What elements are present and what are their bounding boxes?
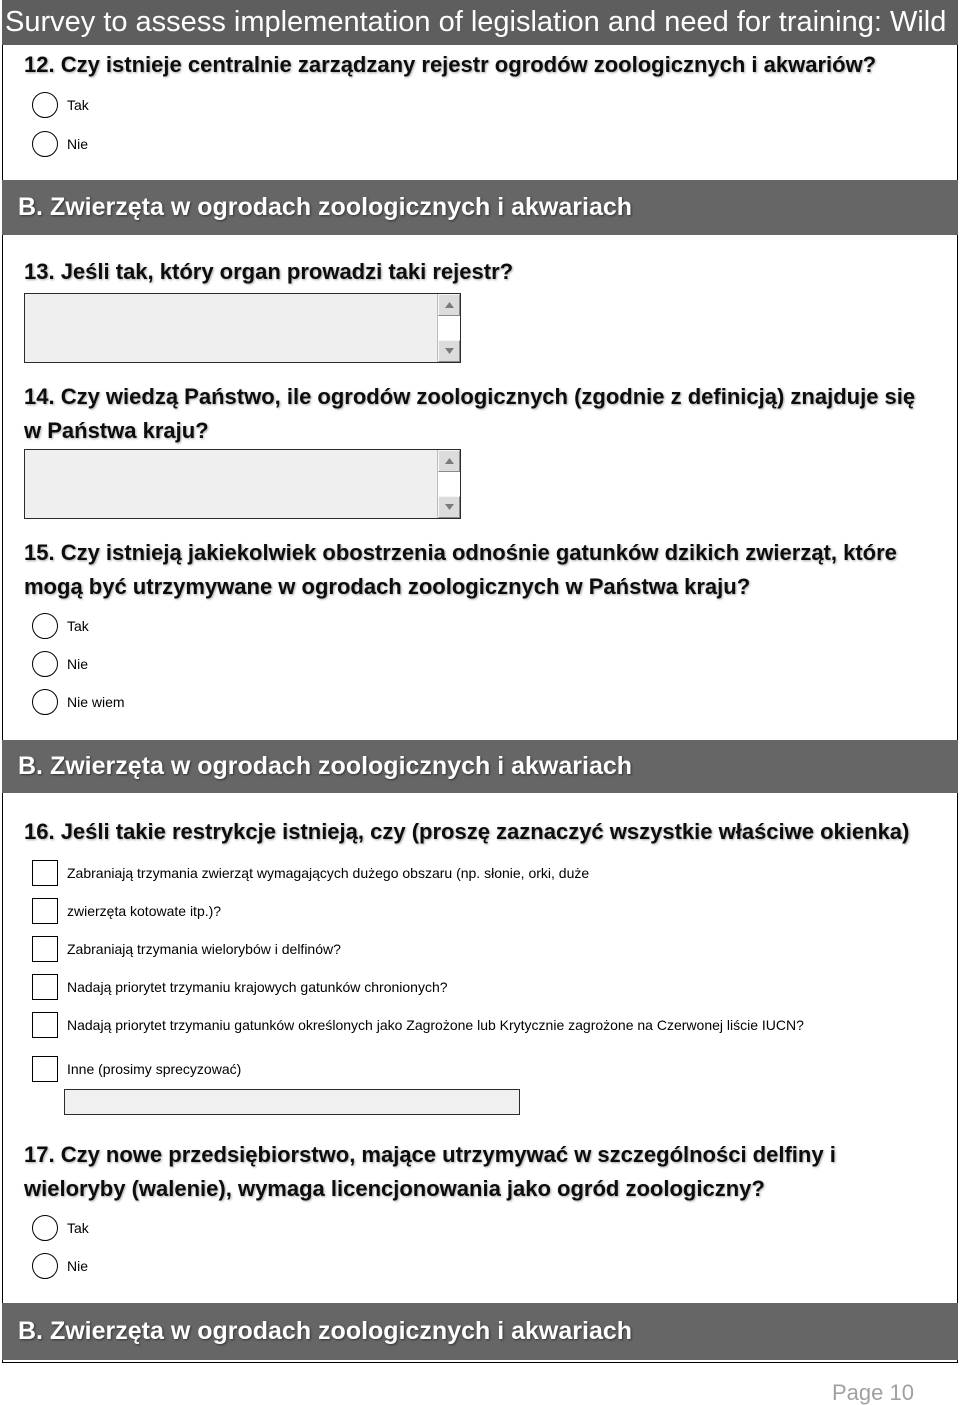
- q12-radio-tak[interactable]: [32, 92, 58, 118]
- option-label: Nie: [67, 136, 89, 152]
- option-label: Nadają priorytet trzymaniu krajowych gatunków chronionych?: [67, 979, 448, 995]
- section-header: [2, 180, 958, 235]
- question-line: 14. Czy wiedzą Państwo, ile ogrodów zoologicznych (zgodnie z definicją) znajduje się: [24, 384, 916, 409]
- question-line: 17. Czy nowe przedsiębiorstwo, mające utrzymywać w szczególności delfiny i: [24, 1142, 836, 1167]
- q16-checkbox-1[interactable]: [32, 860, 58, 886]
- option-label: Nie wiem: [67, 694, 125, 710]
- scroll-up-button[interactable]: [438, 450, 460, 472]
- q12-radio-nie[interactable]: [32, 131, 58, 157]
- q16-option-5[interactable]: [32, 1012, 804, 1038]
- question-16: 16. Jeśli takie restrykcje istnieją, czy (proszę zaznaczyć wszystkie właściwe okienka): [24, 819, 910, 844]
- q16-checkbox-3[interactable]: [32, 936, 58, 962]
- q15-option-tak[interactable]: [32, 613, 89, 639]
- q15-radio-tak[interactable]: [32, 613, 58, 639]
- scroll-down-button[interactable]: [438, 340, 460, 362]
- q16-option-1[interactable]: [32, 860, 589, 886]
- question-line: mogą być utrzymywane w ogrodach zoologicznych w Państwa kraju?: [24, 574, 751, 599]
- q13-answer-box: [24, 293, 461, 363]
- option-label: Zabraniają trzymania zwierząt wymagających dużego obszaru (np. słonie, orki, duże: [67, 865, 590, 881]
- section-header: [2, 1303, 958, 1360]
- q15-option-nie-wiem[interactable]: [32, 689, 125, 715]
- scroll-down-button[interactable]: [438, 496, 460, 518]
- question-line: 15. Czy istnieją jakiekolwiek obostrzenia odnośnie gatunków dzikich zwierząt, które: [24, 540, 897, 565]
- option-label: Zabraniają trzymania wielorybów i delfinów?: [67, 941, 341, 957]
- option-label: Inne (prosimy sprecyzować): [67, 1061, 242, 1077]
- q15-radio-nie[interactable]: [32, 651, 58, 677]
- q16-checkbox-5[interactable]: [32, 1012, 58, 1038]
- q16-other-input[interactable]: [64, 1089, 520, 1115]
- option-label: Nie: [67, 656, 89, 672]
- arrow-up-icon: [445, 302, 454, 308]
- option-label: Tak: [67, 97, 89, 113]
- arrow-up-icon: [445, 458, 454, 464]
- page-number: Page 10: [832, 1380, 914, 1405]
- q17-option-tak[interactable]: [32, 1215, 89, 1241]
- q16-checkbox-4[interactable]: [32, 974, 58, 1000]
- q12-option-tak[interactable]: [32, 92, 89, 118]
- q14-answer-box: [24, 449, 461, 519]
- question-13: 13. Jeśli tak, który organ prowadzi taki rejestr?: [24, 259, 514, 284]
- scroll-up-button[interactable]: [438, 294, 460, 316]
- q17-option-nie[interactable]: [32, 1253, 88, 1279]
- question-17: [24, 1138, 836, 1206]
- q12-option-nie[interactable]: [32, 131, 88, 157]
- question-15: [24, 536, 897, 604]
- section-title: B. Zwierzęta w ogrodach zoologicznych i akwariach: [18, 752, 633, 780]
- question-line: w Państwa kraju?: [24, 418, 209, 443]
- option-label: Nadają priorytet trzymaniu gatunków określonych jako Zagrożone lub Krytycznie zagrożone na Czerwonej liście IUCN?: [67, 1017, 804, 1033]
- q17-radio-nie[interactable]: [32, 1253, 58, 1279]
- survey-title-bar: [2, 0, 958, 45]
- section-title: B. Zwierzęta w ogrodach zoologicznych i akwariach: [18, 1317, 633, 1345]
- option-label: Tak: [67, 1220, 89, 1236]
- q14-scrollbar[interactable]: [437, 450, 460, 518]
- q16-option-4[interactable]: [32, 974, 448, 1000]
- question-line: wieloryby (walenie), wymaga licencjonowania jako ogród zoologiczny?: [24, 1176, 765, 1201]
- q16-option-2[interactable]: [32, 898, 221, 924]
- survey-title: Survey to assess implementation of legislation and need for training: Wild: [5, 6, 947, 38]
- q16-checkbox-2[interactable]: [32, 898, 58, 924]
- section-title: B. Zwierzęta w ogrodach zoologicznych i akwariach: [18, 193, 633, 221]
- arrow-down-icon: [445, 504, 454, 510]
- question-12: 12. Czy istnieje centralnie zarządzany rejestr ogrodów zoologicznych i akwariów?: [24, 52, 877, 77]
- q13-answer-field[interactable]: [25, 294, 437, 362]
- question-14: [24, 380, 915, 448]
- q17-radio-tak[interactable]: [32, 1215, 58, 1241]
- q13-scrollbar[interactable]: [437, 294, 460, 362]
- option-label: Tak: [67, 618, 89, 634]
- q15-radio-nie-wiem[interactable]: [32, 689, 58, 715]
- q15-option-nie[interactable]: [32, 651, 88, 677]
- option-label: zwierzęta kotowate itp.)?: [67, 903, 222, 919]
- q16-option-other[interactable]: [32, 1056, 241, 1082]
- option-label: Nie: [67, 1258, 89, 1274]
- q16-checkbox-other[interactable]: [32, 1056, 58, 1082]
- q14-answer-field[interactable]: [25, 450, 437, 518]
- section-header: [2, 740, 958, 793]
- arrow-down-icon: [445, 348, 454, 354]
- q16-option-3[interactable]: [32, 936, 341, 962]
